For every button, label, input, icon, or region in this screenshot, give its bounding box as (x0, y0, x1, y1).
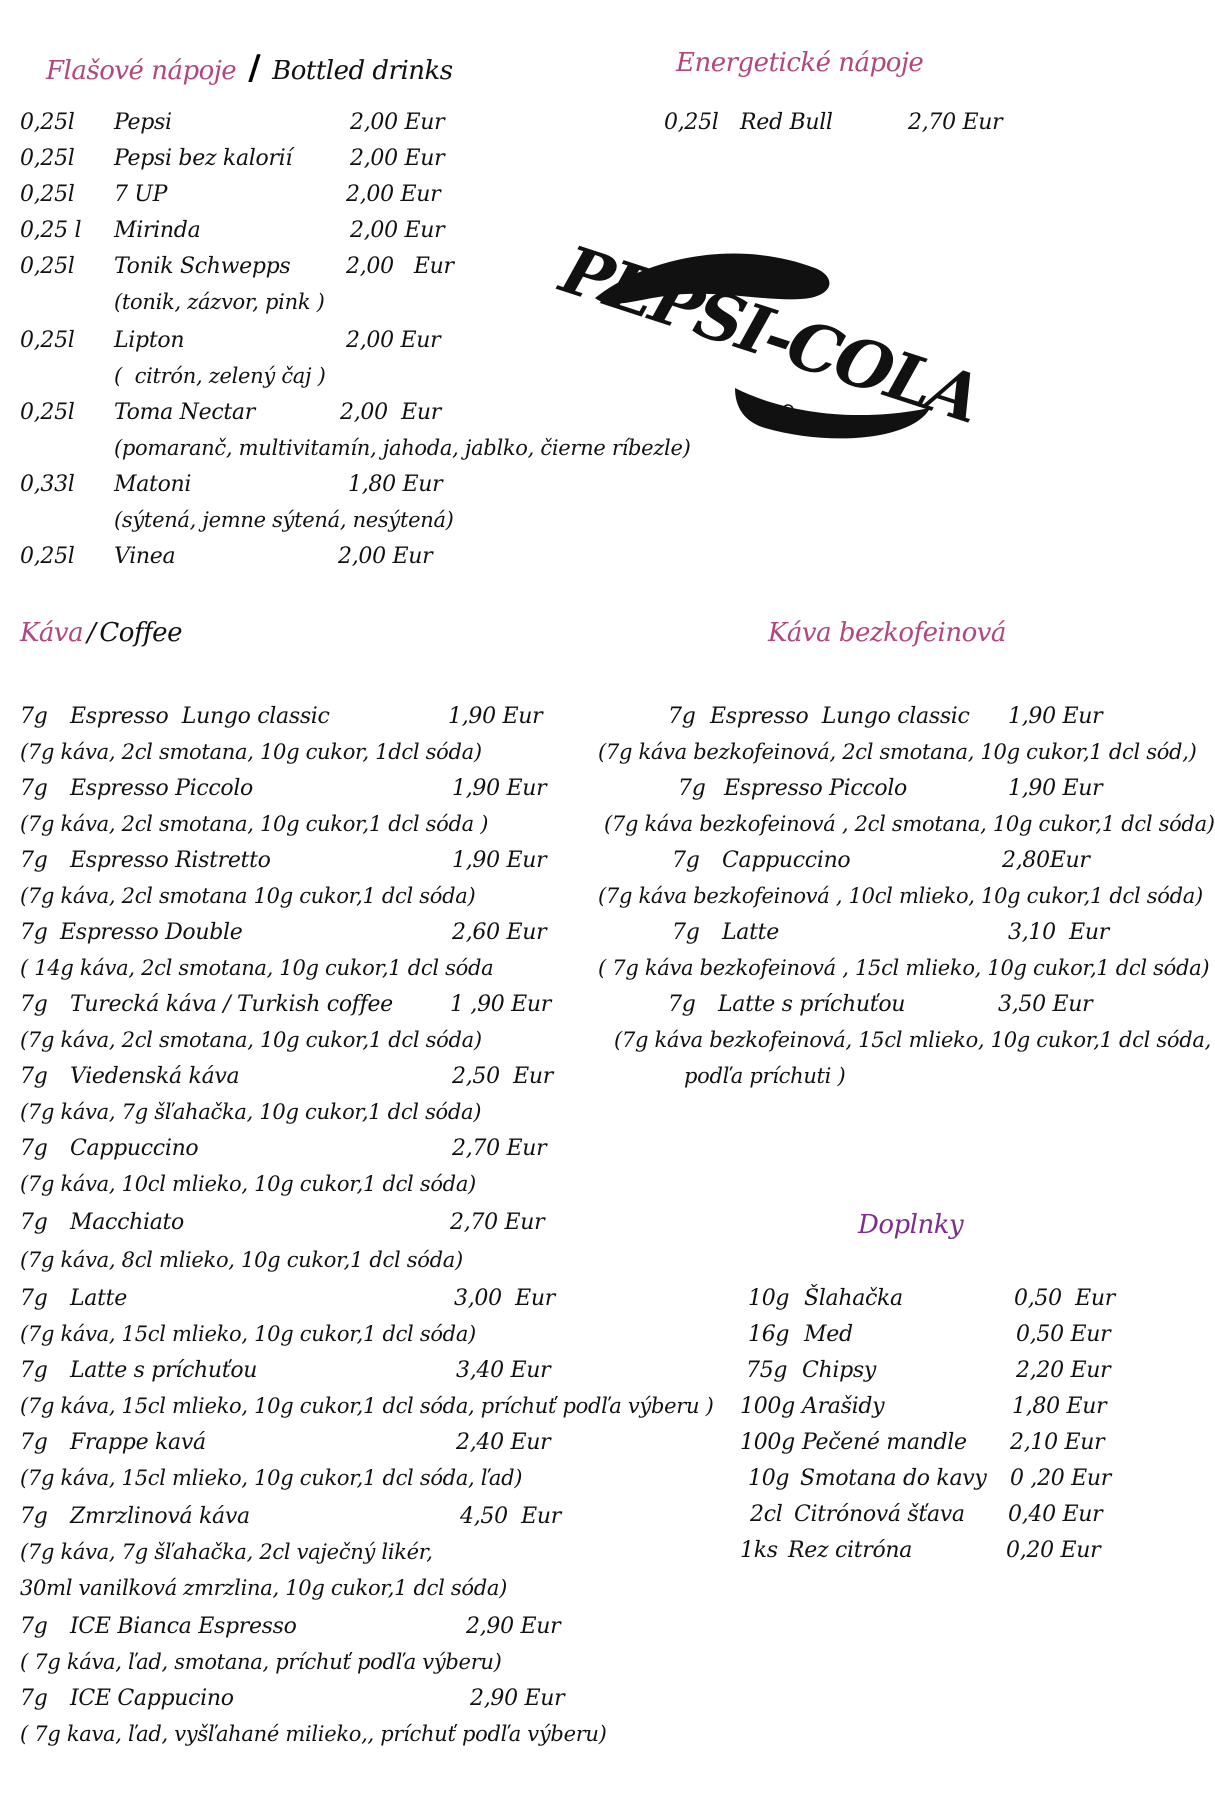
item-price: 2,40 Eur (456, 1430, 551, 1455)
item-name: Med (804, 1322, 853, 1347)
item-price: 2,60 Eur (452, 920, 547, 945)
item-price: 3,50 Eur (998, 992, 1093, 1017)
item-price: 1,80 Eur (348, 472, 443, 497)
item-price: 0 ,20 Eur (1010, 1466, 1112, 1491)
item-description: (7g káva bezkofeinová , 10cl mlieko, 10g cukor,1 dcl sóda) (598, 884, 1203, 908)
item-volume: 0,25l (664, 110, 719, 135)
item-price: 2,50 Eur (452, 1064, 554, 1089)
item-description: (7g káva, 8cl mlieko, 10g cukor,1 dcl sóda) (20, 1248, 463, 1272)
item-name: Smotana do kavy (800, 1466, 987, 1491)
item-name: Mirinda (114, 218, 201, 243)
item-name: Cappuccino (722, 848, 851, 873)
bottled-title (46, 48, 453, 88)
item-gram: 7g (20, 1210, 48, 1235)
item-volume: 0,25l (20, 254, 75, 279)
item-price: 0,50 Eur (1016, 1322, 1111, 1347)
coffee-title-en: Coffee (99, 618, 182, 648)
item-volume: 0,25l (20, 544, 75, 569)
item-name: Zmrzlinová káva (70, 1504, 250, 1529)
item-description-continued: 30ml vanilková zmrzlina, 10g cukor,1 dcl sóda) (20, 1576, 508, 1600)
item-name: Red Bull (740, 110, 833, 135)
item-volume: 0,25l (20, 328, 75, 353)
item-name: Lipton (114, 328, 185, 353)
item-name: ICE Bianca Espresso (70, 1614, 297, 1639)
item-name: Pečené mandle (802, 1430, 967, 1455)
item-price: 2,90 Eur (470, 1686, 565, 1711)
item-price: 2,80Eur (1002, 848, 1090, 873)
item-name: Espresso Double (60, 920, 243, 945)
item-quantity: 75g (746, 1358, 788, 1383)
item-gram: 7g (20, 1614, 48, 1639)
item-price: 2,70 Eur (452, 1136, 547, 1161)
item-name: Turecká káva / Turkish coffee (70, 992, 393, 1017)
bottled-title-separator: / (248, 48, 261, 88)
item-description: (7g káva, 2cl smotana 10g cukor,1 dcl sóda) (20, 884, 476, 908)
item-gram: 7g (20, 848, 48, 873)
item-description: (sýtená, jemne sýtená, nesýtená) (114, 508, 454, 532)
item-price: 1 ,90 Eur (450, 992, 552, 1017)
item-volume: 0,25l (20, 110, 75, 135)
item-gram: 7g (20, 1136, 48, 1161)
item-description: (7g káva, 15cl mlieko, 10g cukor,1 dcl sóda, ľad) (20, 1466, 523, 1490)
item-description: (7g káva, 15cl mlieko, 10g cukor,1 dcl sóda) (20, 1322, 476, 1346)
item-name: Espresso Ristretto (70, 848, 271, 873)
item-name: Espresso Piccolo (70, 776, 253, 801)
item-price: 1,90 Eur (1008, 776, 1103, 801)
item-price: 2,20 Eur (1016, 1358, 1111, 1383)
item-price: 3,10 Eur (1008, 920, 1110, 945)
coffee-title-sk: Káva (20, 618, 84, 648)
item-gram: 7g (20, 1358, 48, 1383)
item-gram: 7g (678, 776, 706, 801)
item-price: 2,00 Eur (346, 254, 454, 279)
item-name: ICE Cappucino (70, 1686, 234, 1711)
item-gram: 7g (672, 920, 700, 945)
item-name: Vinea (114, 544, 176, 569)
item-description: (7g káva, 10cl mlieko, 10g cukor,1 dcl sóda) (20, 1172, 476, 1196)
item-price: 2,00 Eur (346, 328, 441, 353)
item-price: 2,70 Eur (908, 110, 1003, 135)
item-name: Matoni (114, 472, 192, 497)
item-description: (7g káva, 15cl mlieko, 10g cukor,1 dcl sóda, príchuť podľa výberu ) (20, 1394, 714, 1418)
item-gram: 7g (20, 1504, 48, 1529)
energy-title: Energetické nápoje (676, 48, 924, 78)
item-name: Pepsi bez kalorií (114, 146, 293, 171)
item-volume: 0,25l (20, 400, 75, 425)
item-quantity: 10g (748, 1466, 790, 1491)
item-quantity: 100g (740, 1394, 795, 1419)
item-price: 2,00 Eur (350, 110, 445, 135)
item-gram: 7g (20, 1064, 48, 1089)
item-description: (7g káva bezkofeinová, 2cl smotana, 10g cukor,1 dcl sód,) (598, 740, 1197, 764)
item-description: ( 7g kava, ľad, vyšľahané milieko,, príchuť podľa výberu) (20, 1722, 607, 1746)
item-gram: 7g (20, 776, 48, 801)
item-name: Šlahačka (804, 1286, 903, 1311)
item-name: Arašidy (802, 1394, 885, 1419)
item-price: 1,90 Eur (452, 848, 547, 873)
item-gram: 7g (20, 1686, 48, 1711)
item-description: (pomaranč, multivitamín, jahoda, jablko, čierne ríbezle) (114, 436, 691, 460)
item-description: (7g káva, 2cl smotana, 10g cukor,1 dcl sóda) (20, 1028, 482, 1052)
bottled-title-en: Bottled drinks (272, 56, 453, 86)
item-volume: 0,33l (20, 472, 75, 497)
item-name: Cappuccino (70, 1136, 199, 1161)
item-name: Espresso Piccolo (724, 776, 907, 801)
item-name: Citrónová šťava (794, 1502, 965, 1527)
coffee-title (20, 618, 182, 648)
item-description: (tonik, zázvor, pink ) (114, 290, 325, 314)
item-description: (7g káva, 2cl smotana, 10g cukor, 1dcl sóda) (20, 740, 482, 764)
item-quantity: 10g (748, 1286, 790, 1311)
decaf-title: Káva bezkofeinová (768, 618, 1006, 648)
item-price: 2,00 Eur (340, 400, 442, 425)
item-gram: 7g (20, 992, 48, 1017)
item-name: Toma Nectar (114, 400, 255, 425)
extras-title: Doplnky (858, 1210, 964, 1240)
item-name: Latte s príchuťou (70, 1358, 258, 1383)
item-name: Viedenská káva (70, 1064, 240, 1089)
item-gram: 7g (20, 704, 48, 729)
item-gram: 7g (672, 848, 700, 873)
item-description: ( 7g káva bezkofeinová , 15cl mlieko, 10g cukor,1 dcl sóda) (598, 956, 1210, 980)
item-gram: 7g (668, 992, 696, 1017)
item-price: 1,90 Eur (1008, 704, 1103, 729)
item-price: 3,00 Eur (454, 1286, 556, 1311)
item-price: 0,40 Eur (1008, 1502, 1103, 1527)
item-quantity: 2cl (750, 1502, 783, 1527)
item-name: Espresso Lungo classic (70, 704, 330, 729)
item-volume: 0,25l (20, 146, 75, 171)
item-price: 2,70 Eur (450, 1210, 545, 1235)
item-price: 0,50 Eur (1014, 1286, 1116, 1311)
item-quantity: 1ks (740, 1538, 778, 1563)
item-gram: 7g (668, 704, 696, 729)
item-description-continued: podľa príchuti ) (684, 1064, 846, 1088)
item-name: 7 UP (114, 182, 168, 207)
item-volume: 0,25 l (20, 218, 82, 243)
item-name: Latte (70, 1286, 127, 1311)
item-price: 1,90 Eur (452, 776, 547, 801)
item-quantity: 16g (748, 1322, 790, 1347)
item-description: (7g káva, 7g šľahačka, 10g cukor,1 dcl sóda) (20, 1100, 482, 1124)
item-name: Tonik Schwepps (114, 254, 291, 279)
item-price: 0,20 Eur (1006, 1538, 1101, 1563)
logo-text: PEPSI-COLA (552, 230, 989, 439)
item-description: ( citrón, zelený čaj ) (114, 364, 326, 388)
item-price: 2,00 Eur (346, 182, 441, 207)
item-price: 2,00 Eur (350, 218, 445, 243)
item-price: 2,90 Eur (466, 1614, 561, 1639)
item-name: Macchiato (70, 1210, 184, 1235)
item-name: Chipsy (802, 1358, 877, 1383)
item-price: 2,00 Eur (350, 146, 445, 171)
item-gram: 7g (20, 920, 48, 945)
pepsi-cola-logo-icon (552, 230, 989, 458)
item-price: 2,00 Eur (338, 544, 433, 569)
item-name: Latte (722, 920, 779, 945)
item-price: 1,80 Eur (1012, 1394, 1107, 1419)
item-name: Latte s príchuťou (718, 992, 906, 1017)
coffee-title-separator: / (87, 618, 96, 648)
item-price: 1,90 Eur (448, 704, 543, 729)
item-gram: 7g (20, 1286, 48, 1311)
item-name: Pepsi (114, 110, 172, 135)
bottled-title-sk: Flašové nápoje (46, 56, 237, 86)
item-name: Rez citróna (788, 1538, 913, 1563)
item-price: 4,50 Eur (460, 1504, 562, 1529)
item-price: 3,40 Eur (456, 1358, 551, 1383)
item-price: 2,10 Eur (1010, 1430, 1105, 1455)
item-description: ( 7g káva, ľad, smotana, príchuť podľa výberu) (20, 1650, 502, 1674)
item-quantity: 100g (740, 1430, 795, 1455)
item-name: Espresso Lungo classic (710, 704, 970, 729)
item-description: ( 14g káva, 2cl smotana, 10g cukor,1 dcl sóda (20, 956, 494, 980)
item-volume: 0,25l (20, 182, 75, 207)
item-description: (7g káva, 7g šľahačka, 2cl vaječný likér, (20, 1540, 433, 1564)
item-description: (7g káva bezkofeinová, 15cl mlieko, 10g cukor,1 dcl sóda, (614, 1028, 1211, 1052)
item-name: Frappe kavá (70, 1430, 206, 1455)
item-description: (7g káva, 2cl smotana, 10g cukor,1 dcl sóda ) (20, 812, 489, 836)
item-gram: 7g (20, 1430, 48, 1455)
item-description: (7g káva bezkofeinová , 2cl smotana, 10g cukor,1 dcl sóda) (604, 812, 1215, 836)
